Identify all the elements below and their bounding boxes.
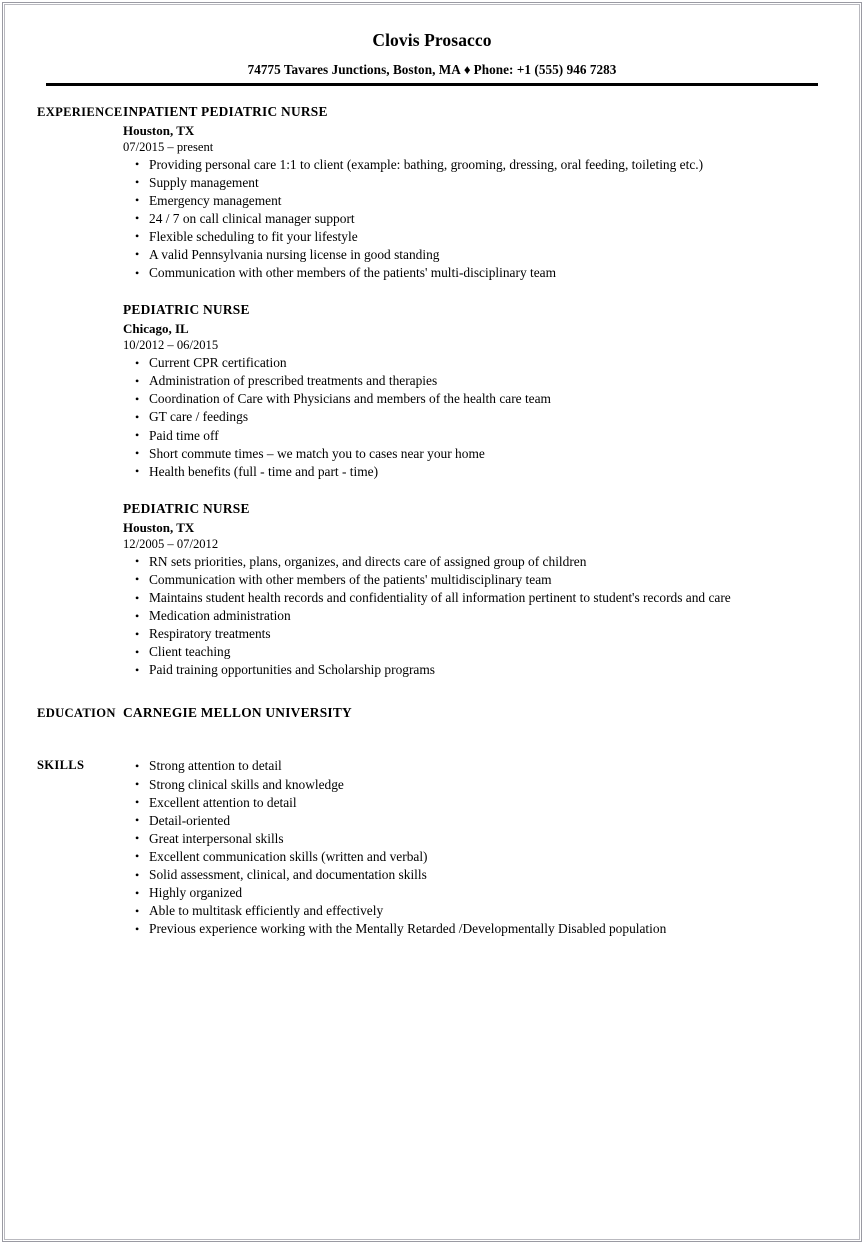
list-item: • Detail-oriented bbox=[123, 812, 817, 830]
job-location: Houston, TX bbox=[123, 519, 195, 535]
list-item: • Communication with other members of the patients' multi-disciplinary team bbox=[123, 264, 817, 282]
section-label-education: EDUCATION bbox=[37, 706, 116, 721]
education-institution: CARNEGIE MELLON UNIVERSITY bbox=[123, 705, 352, 721]
section-experience bbox=[5, 103, 859, 680]
list-item: • Excellent communication skills (written and verbal) bbox=[123, 848, 817, 866]
job-title: PEDIATRIC NURSE bbox=[123, 302, 250, 318]
list-item: • Highly organized bbox=[123, 884, 817, 902]
contact-phone: Phone: +1 (555) 946 7283 bbox=[473, 62, 617, 77]
section-label-experience: EXPERIENCE bbox=[37, 104, 123, 119]
diamond-separator-icon: ♦ bbox=[463, 62, 471, 77]
list-item: • Communication with other members of the patients' multidisciplinary team bbox=[123, 571, 817, 589]
skills-list bbox=[123, 757, 817, 938]
job-title: PEDIATRIC NURSE bbox=[123, 500, 250, 516]
list-item: • Coordination of Care with Physicians and members of the health care team bbox=[123, 390, 817, 408]
list-item: • Administration of prescribed treatments and therapies bbox=[123, 372, 817, 390]
contact-line bbox=[5, 61, 859, 78]
candidate-name: Clovis Prosacco bbox=[372, 30, 492, 50]
list-item: • Previous experience working with the Mentally Retarded /Developmentally Disabled population bbox=[123, 920, 817, 938]
education-entries bbox=[123, 704, 859, 722]
contact-address: 74775 Tavares Junctions, Boston, MA bbox=[247, 62, 461, 77]
list-item: • Health benefits (full - time and part - time) bbox=[123, 463, 817, 481]
experience-entry bbox=[123, 301, 817, 481]
list-item: • Paid time off bbox=[123, 427, 817, 445]
job-title: INPATIENT PEDIATRIC NURSE bbox=[123, 103, 328, 119]
list-item: • Solid assessment, clinical, and documentation skills bbox=[123, 866, 817, 884]
job-dates: 10/2012 – 06/2015 bbox=[123, 338, 219, 353]
list-item: • Strong attention to detail bbox=[123, 757, 817, 775]
list-item: • GT care / feedings bbox=[123, 408, 817, 426]
list-item: • RN sets priorities, plans, organizes, and directs care of assigned group of children bbox=[123, 553, 817, 571]
list-item: • Medication administration bbox=[123, 607, 817, 625]
section-skills bbox=[5, 756, 859, 938]
list-item: • Respiratory treatments bbox=[123, 625, 817, 643]
job-dates: 12/2005 – 07/2012 bbox=[123, 536, 219, 551]
job-location: Houston, TX bbox=[123, 122, 195, 138]
skills-entries bbox=[123, 756, 859, 938]
section-education bbox=[5, 704, 859, 722]
job-location: Chicago, IL bbox=[123, 321, 189, 337]
job-responsibilities bbox=[123, 553, 817, 680]
section-label-skills: SKILLS bbox=[37, 758, 85, 773]
list-item: • Strong clinical skills and knowledge bbox=[123, 776, 817, 794]
experience-entry bbox=[123, 500, 817, 680]
list-item: • Able to multitask efficiently and effectively bbox=[123, 902, 817, 920]
job-responsibilities bbox=[123, 156, 817, 283]
list-item: • Emergency management bbox=[123, 192, 817, 210]
list-item: • Supply management bbox=[123, 174, 817, 192]
list-item: • Client teaching bbox=[123, 643, 817, 661]
list-item: • Providing personal care 1:1 to client (example: bathing, grooming, dressing, oral feeding, toileting etc.) bbox=[123, 156, 817, 174]
list-item: • A valid Pennsylvania nursing license in good standing bbox=[123, 246, 817, 264]
resume-body bbox=[5, 86, 859, 939]
experience-entry bbox=[123, 103, 817, 283]
list-item: • Great interpersonal skills bbox=[123, 830, 817, 848]
experience-entries bbox=[123, 103, 859, 680]
list-item: • Current CPR certification bbox=[123, 354, 817, 372]
list-item: • Flexible scheduling to fit your lifestyle bbox=[123, 228, 817, 246]
job-dates: 07/2015 – present bbox=[123, 139, 214, 154]
list-item: • Short commute times – we match you to cases near your home bbox=[123, 445, 817, 463]
list-item: • Maintains student health records and confidentiality of all information pertinent to student's records and care bbox=[123, 589, 817, 607]
resume-header bbox=[5, 5, 859, 86]
job-responsibilities bbox=[123, 354, 817, 481]
list-item: • 24 / 7 on call clinical manager support bbox=[123, 210, 817, 228]
list-item: • Excellent attention to detail bbox=[123, 794, 817, 812]
resume-page bbox=[4, 4, 860, 1240]
list-item: • Paid training opportunities and Scholarship programs bbox=[123, 661, 817, 679]
